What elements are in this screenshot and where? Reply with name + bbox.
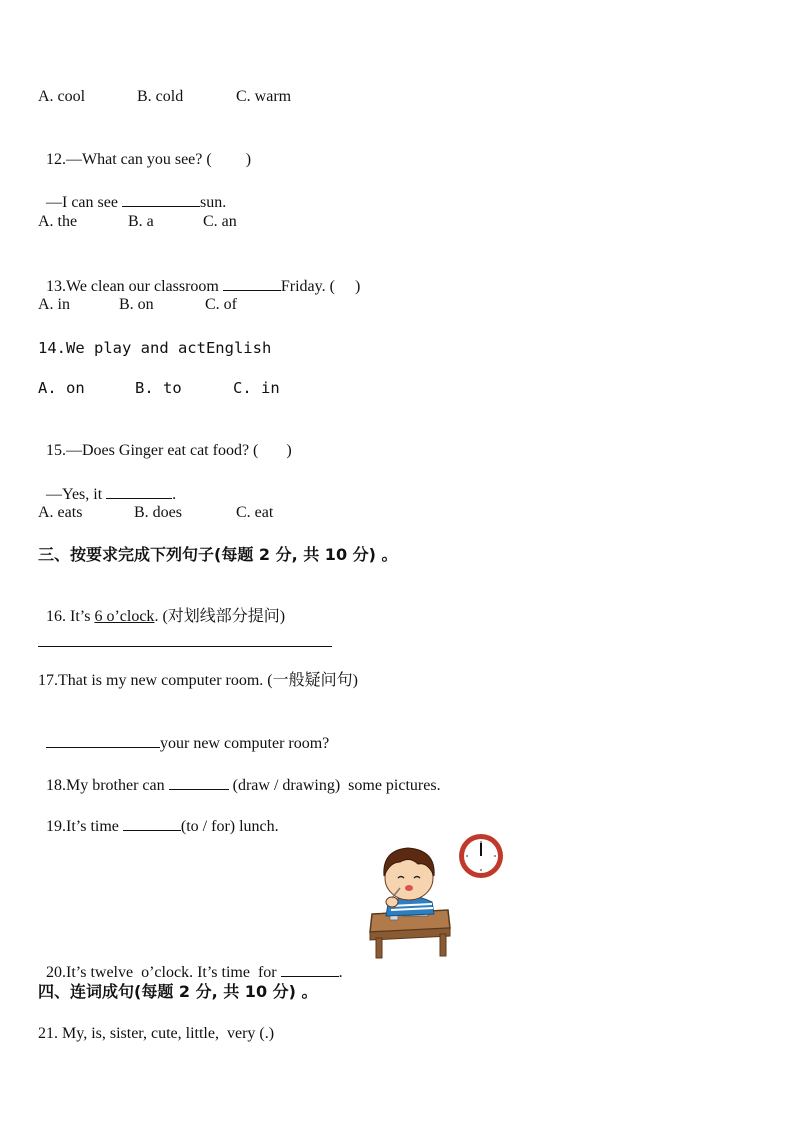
q12-option-a: A. the [38,213,78,230]
q17-answer: your new computer room? [38,712,329,754]
q13-blank[interactable] [223,275,281,291]
q12-option-c: C. an [203,213,237,230]
q15-blank[interactable] [106,483,172,499]
q12-blank[interactable] [122,191,200,207]
q19-blank[interactable] [123,815,181,831]
boy-eating-lunch-illustration [360,832,510,962]
q13-option-c: C. of [205,296,237,313]
q12-sentence: —I can see sun. [38,171,226,213]
section-3-heading: 三、按要求完成下列句子(每题 2 分, 共 10 分) 。 [38,545,398,564]
q18-blank[interactable] [169,774,229,790]
q13-option-a: A. in [38,296,70,313]
q16-answer-line[interactable] [38,646,332,647]
q12-option-b: B. a [128,213,154,230]
q20-question: 20.It’s twelve o’clock. It’s time for . [38,941,343,983]
section-4-heading: 四、连词成句(每题 2 分, 共 10 分) 。 [38,982,318,1001]
q15-option-c: C. eat [236,504,274,521]
q16-question: 16. It’s 6 o’clock. (对划线部分提问) [46,608,286,625]
q11-option-b: B. cold [137,88,184,105]
q18-question: 18.My brother can (draw / drawing) some pictures. [38,754,441,796]
q15-option-a: A. eats [38,504,83,521]
q16-underlined-phrase: 6 o’clock [94,608,155,625]
q14-option-c: C. in [233,379,280,397]
clock-icon [459,834,503,878]
q20-blank[interactable] [281,961,339,977]
q15-question: 15.—Does Ginger eat cat food? ( ) [46,442,292,459]
q14-option-b: B. to [135,379,182,397]
q14-option-a: A. on [38,379,85,397]
q15-sentence: —Yes, it . [38,463,176,505]
q17-blank[interactable] [46,732,160,748]
q13-option-b: B. on [119,296,154,313]
q19-question: 19.It’s time (to / for) lunch. [38,795,279,837]
q21-question: 21. My, is, sister, cute, little, very (.) [38,1025,275,1042]
q11-option-c: C. warm [236,88,292,105]
q17-question: 17.That is my new computer room. (一般疑问句) [38,672,358,689]
q15-option-b: B. does [134,504,182,521]
q14-question: 14.We play and actEnglish [38,339,272,357]
q12-question: 12.—What can you see? ( ) [46,151,252,168]
q13-question: 13.We clean our classroom Friday. ( ) [38,255,360,297]
q11-option-a: A. cool [38,88,86,105]
q12-answer-paren[interactable] [212,149,246,164]
boy-icon [384,848,434,916]
